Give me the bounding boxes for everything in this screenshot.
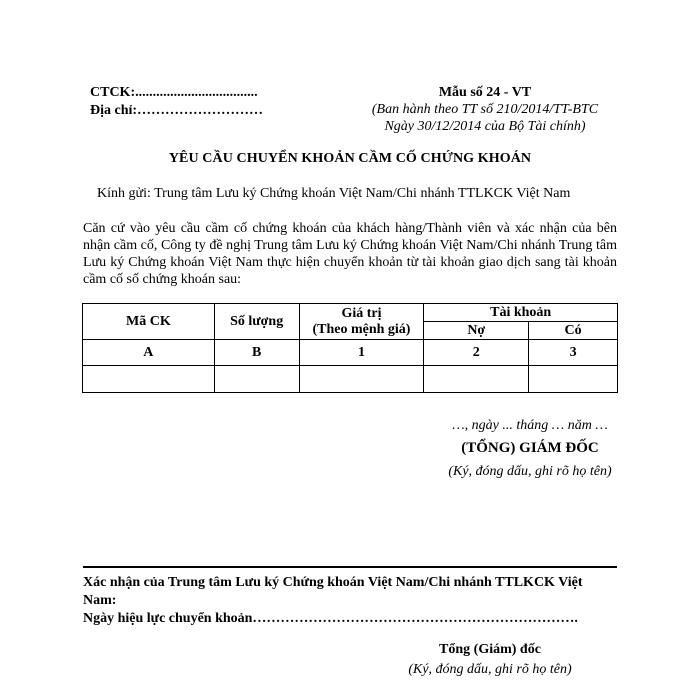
table-cell-empty[interactable]: [529, 366, 618, 393]
signature-block-director: [430, 414, 630, 483]
confirmation-line-2: Nam:: [83, 593, 117, 608]
depository-confirmation: [83, 574, 623, 628]
depository-signer-title: Tổng (Giám) đốc: [439, 642, 541, 657]
confirmation-line-1: Xác nhận của Trung tâm Lưu ký Chứng khoán Việt Nam/Chi nhánh TTLKCK Việt: [83, 575, 583, 590]
header-value-line-2: (Theo mệnh giá): [312, 321, 411, 337]
addressee: Kính gửi: Trung tâm Lưu ký Chứng khoán Việt Nam/Chi nhánh TTLKCK Việt Nam: [97, 186, 571, 201]
signer-title: (TỔNG) GIÁM ĐỐC: [461, 440, 599, 456]
header-credit: Có: [529, 322, 618, 340]
header-account: Tài khoản: [424, 304, 618, 322]
table-cell-empty[interactable]: [299, 366, 424, 393]
table-row: [83, 366, 618, 393]
index-cell: 3: [529, 340, 618, 366]
table-cell-empty[interactable]: [424, 366, 529, 393]
table-index-row: [83, 340, 618, 366]
form-number: Mẫu số 24 - VT: [438, 85, 532, 100]
header-code: Mã CK: [83, 304, 215, 340]
header-right: [360, 84, 610, 135]
index-cell: 2: [424, 340, 529, 366]
header-value-line-1: Giá trị: [341, 305, 382, 321]
index-cell: 1: [299, 340, 424, 366]
table-cell-empty[interactable]: [214, 366, 299, 393]
signature-note: (Ký, đóng dấu, ghi rõ họ tên): [448, 464, 612, 479]
issued-line-2: Ngày 30/12/2014 của Bộ Tài chính): [384, 119, 586, 134]
body-paragraph: Căn cứ vào yêu cầu cầm cố chứng khoán của khách hàng/Thành viên và xác nhận của bên nhận cầm cố, Công ty đề nghị Trung tâm Lưu ký Chứng khoán Việt Nam/Chi nhánh Trung tâm Lưu ký Chứng khoán Việt Nam thực hiện chuyển khoản từ tài khoản giao dịch sang tài khoản cầm cố số chứng khoán sau:: [83, 221, 617, 287]
header-value: [299, 304, 424, 340]
table-header-row: [83, 304, 618, 322]
header-debit: Nợ: [424, 322, 529, 340]
date-line: …, ngày ... tháng … năm …: [452, 418, 608, 433]
issued-line-1: (Ban hành theo TT số 210/2014/TT-BTC: [371, 102, 599, 117]
index-cell: B: [214, 340, 299, 366]
address-line: Địa chỉ:………………………: [90, 103, 264, 118]
index-cell: A: [83, 340, 215, 366]
header-left: [90, 84, 263, 120]
document-title: YÊU CẦU CHUYỂN KHOẢN CẦM CỐ CHỨNG KHOÁN: [168, 151, 532, 166]
signature-block-depository: [380, 640, 600, 680]
table-cell-empty[interactable]: [83, 366, 215, 393]
securities-table: [82, 303, 618, 393]
ctck-line: CTCK:...................................: [90, 85, 258, 100]
section-divider: [83, 566, 617, 568]
depository-signature-note: (Ký, đóng dấu, ghi rõ họ tên): [408, 662, 572, 677]
effective-date-line: Ngày hiệu lực chuyển khoản…………………………………………………………….: [83, 611, 578, 626]
header-quantity: Số lượng: [214, 304, 299, 340]
